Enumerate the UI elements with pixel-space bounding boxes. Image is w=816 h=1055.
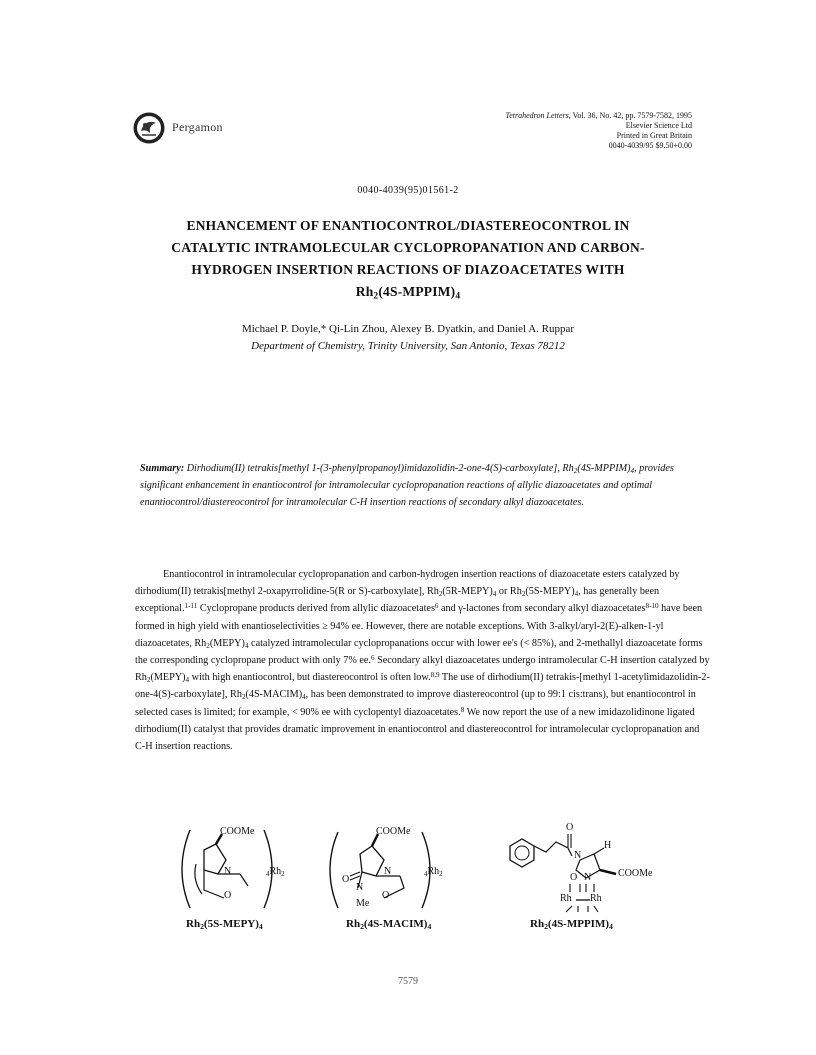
body-span: and γ-lactones from secondary alkyl diazoacetates xyxy=(438,603,646,615)
publisher-name: Pergamon xyxy=(172,120,223,134)
reference-superscript: 8,9 xyxy=(430,671,440,680)
cap-sub: 2 xyxy=(544,921,548,931)
cap-ligand: (4S-MACIM) xyxy=(363,918,428,930)
summary-sub: 4 xyxy=(630,466,635,475)
mppim-carbonyl-o: O xyxy=(566,822,574,833)
mppim-rh-1: Rh xyxy=(560,893,572,904)
body-span: We now report the use of a new imidazolidinone ligated dirhodium(II) catalyst that provides dramatic improvement in enantiocontrol and diastereocontrol for intramolecular cyclopropanation and C-H insertion reactions. xyxy=(135,706,700,753)
reference-superscript: 8 xyxy=(460,705,465,714)
macim-mult: 4 xyxy=(424,869,428,878)
body-span: (5S-MEPY) xyxy=(525,586,575,598)
body-sub: 2 xyxy=(206,641,210,650)
body-span: , has been demonstrated to improve diastereocontrol (up to 99:1 cis:trans), but enantiocontrol in selected cases is limited; for example, < 90% ee with cyclopentyl diazoacetates. xyxy=(135,689,696,718)
mppim-hydrogen: H xyxy=(604,840,612,851)
mppim-nitrogen-2: N xyxy=(584,872,592,883)
journal-info xyxy=(506,111,692,151)
body-sub: 4 xyxy=(492,589,497,598)
journal-name: Tetrahedron Letters xyxy=(505,111,569,120)
body-span: Secondary alkyl diazoacetates undergo intramolecular C-H insertion catalyzed by Rh xyxy=(135,655,710,684)
structure-mepy xyxy=(168,820,298,940)
body-sub: 2 xyxy=(146,676,151,684)
title-line-3: HYDROGEN INSERTION REACTIONS OF DIAZOACETATES WITH xyxy=(191,262,625,277)
body-sub: 4 xyxy=(244,641,249,650)
macim-nitrogen-2: N xyxy=(356,882,364,893)
caption-mppim xyxy=(530,918,613,930)
title-ligand: (4S-MPPIM) xyxy=(378,284,456,299)
body-span: with high enantiocontrol, but diastereocontrol is often low. xyxy=(189,672,431,684)
title-rh: Rh xyxy=(355,284,374,299)
title-sub2: 4 xyxy=(455,291,461,302)
author-list: Michael P. Doyle,* Qi-Lin Zhou, Alexey B. Dyatkin, and Daniel A. Ruppar xyxy=(241,323,575,335)
macim-rh: Rh xyxy=(427,866,440,877)
macim-methyl-label: Me xyxy=(356,898,370,909)
body-paragraph xyxy=(135,566,710,755)
cap-ligand: (4S-MPPIM) xyxy=(547,918,609,930)
cap-rh: Rh xyxy=(530,918,545,930)
mepy-rh-label xyxy=(266,866,285,877)
journal-volume: , Vol. 36, No. 42, pp. 7579-7582, 1995 xyxy=(568,111,692,120)
title-line-1: ENHANCEMENT OF ENANTIOCONTROL/DIASTEREOCONTROL IN xyxy=(186,218,630,233)
reference-superscript: 6 xyxy=(370,653,375,662)
body-sub: 4 xyxy=(302,693,306,702)
body-text xyxy=(135,566,710,755)
mepy-nitrogen-label: N xyxy=(224,866,232,877)
summary-sub: 2 xyxy=(573,466,578,475)
body-span: (5R-MEPY) xyxy=(442,586,493,598)
cap-rh: Rh xyxy=(186,918,201,930)
summary-text: , provides significant enhancement in enantiocontrol for intramolecular cyclopropanation reactions of allylic diazoacetates and optimal enantiocontrol/diastereocontrol for intramolecular C-H insertion reactions of secondary alkyl diazoacetates. xyxy=(140,463,674,508)
mppim-nitrogen-1: N xyxy=(574,850,582,861)
mepy-mult: 4 xyxy=(266,869,270,878)
macim-rh-label xyxy=(424,866,443,877)
body-span: Enantiocontrol in intramolecular cyclopropanation and carbon-hydrogen insertion reactions of diazoacetate esters catalyzed by dirhodium(II) tetrakis[methyl 2-oxapyrrolidine-5(R or S)-carboxylate], Rh xyxy=(135,569,680,598)
mepy-rh-sub: 2 xyxy=(281,869,285,878)
mppim-ester-label: COOMe xyxy=(618,868,653,879)
body-span: (MEPY) xyxy=(150,672,186,684)
structure-macim xyxy=(320,820,470,940)
body-span: catalyzed intramolecular cyclopropanations occur with lower ee's (< 85%), and 2-methallyl diazoacetate forms the corresponding cyclopropane product with only 7% ee. xyxy=(135,637,703,667)
body-span: The use of dirhodium(II) tetrakis-[methyl 1-acetylimidazolidin-2-one-4(S)-carboxylate], Rh xyxy=(135,672,710,701)
body-sub: 2 xyxy=(521,589,526,598)
cap-ligand: (5S-MEPY) xyxy=(203,918,259,930)
body-sub: 2 xyxy=(241,693,246,702)
mppim-oxygen: O xyxy=(570,872,578,883)
macim-oxygen-2: O xyxy=(382,890,390,901)
body-span: have been formed in high yield with enantioselectivities ≥ 94% ee. However, there are notable exceptions. With 3-alkyl/aryl-2(E)-alken-1-yl diazoacetates, Rh xyxy=(135,603,703,649)
page-number: 7579 xyxy=(398,976,418,987)
copyright-line: Elsevier Science Ltd xyxy=(625,121,692,130)
body-span: , has generally been exceptional. xyxy=(135,586,660,615)
reference-superscript: 8-10 xyxy=(645,602,659,611)
issn-line: 0040-4039/95 $9.50+0.00 xyxy=(608,141,692,150)
macim-ester-label: COOMe xyxy=(376,826,411,837)
cap-sub: 2 xyxy=(200,921,204,931)
summary-paragraph xyxy=(140,460,700,511)
body-span: (MEPY) xyxy=(209,637,245,649)
title-sub: 2 xyxy=(373,291,379,302)
affiliation: Department of Chemistry, Trinity University, San Antonio, Texas 78212 xyxy=(251,340,565,352)
mepy-oxygen-label: O xyxy=(224,890,232,901)
reference-superscript: 6 xyxy=(434,602,439,611)
cap-rh: Rh xyxy=(346,918,361,930)
body-span: or Rh xyxy=(496,586,522,598)
journal-citation xyxy=(506,111,692,121)
summary-text: Dirhodium(II) tetrakis[methyl 1-(3-phenylpropanoyl)imidazolidin-2-one-4(S)-carboxylate], Rh xyxy=(184,463,574,474)
reference-superscript: 1-11 xyxy=(184,602,198,611)
printed-line: Printed in Great Britain xyxy=(616,131,692,140)
mepy-ester-label: COOMe xyxy=(220,826,255,837)
pii-code: 0040-4039(95)01561-2 xyxy=(357,185,459,196)
article-title xyxy=(100,215,716,303)
mepy-rh: Rh xyxy=(269,866,282,877)
mppim-structure-drawing xyxy=(490,820,690,920)
body-span: (4S-MACIM) xyxy=(245,689,303,701)
body-sub: 2 xyxy=(438,589,443,598)
cap-sub: 4 xyxy=(427,921,432,931)
title-line-2: CATALYTIC INTRAMOLECULAR CYCLOPROPANATION AND CARBON- xyxy=(171,240,645,255)
macim-rh-sub: 2 xyxy=(439,869,443,878)
cap-sub: 4 xyxy=(258,921,263,931)
summary-label: Summary: xyxy=(140,463,185,474)
body-sub: 4 xyxy=(185,676,190,684)
body-sub: 4 xyxy=(574,589,579,598)
macim-oxygen-1: O xyxy=(342,874,350,885)
caption-macim xyxy=(346,918,431,930)
structure-mppim xyxy=(490,820,690,940)
mppim-rh-2: Rh xyxy=(590,893,602,904)
macim-nitrogen-1: N xyxy=(384,866,392,877)
cap-sub: 2 xyxy=(360,921,364,931)
body-span: Cyclopropane products derived from allylic diazoacetates xyxy=(197,603,435,615)
publisher-logo-icon xyxy=(132,111,166,145)
cap-sub: 4 xyxy=(609,921,613,931)
caption-mepy xyxy=(186,918,263,930)
summary-text: (4S-MPPIM) xyxy=(577,463,631,474)
title-line-4 xyxy=(100,281,716,303)
